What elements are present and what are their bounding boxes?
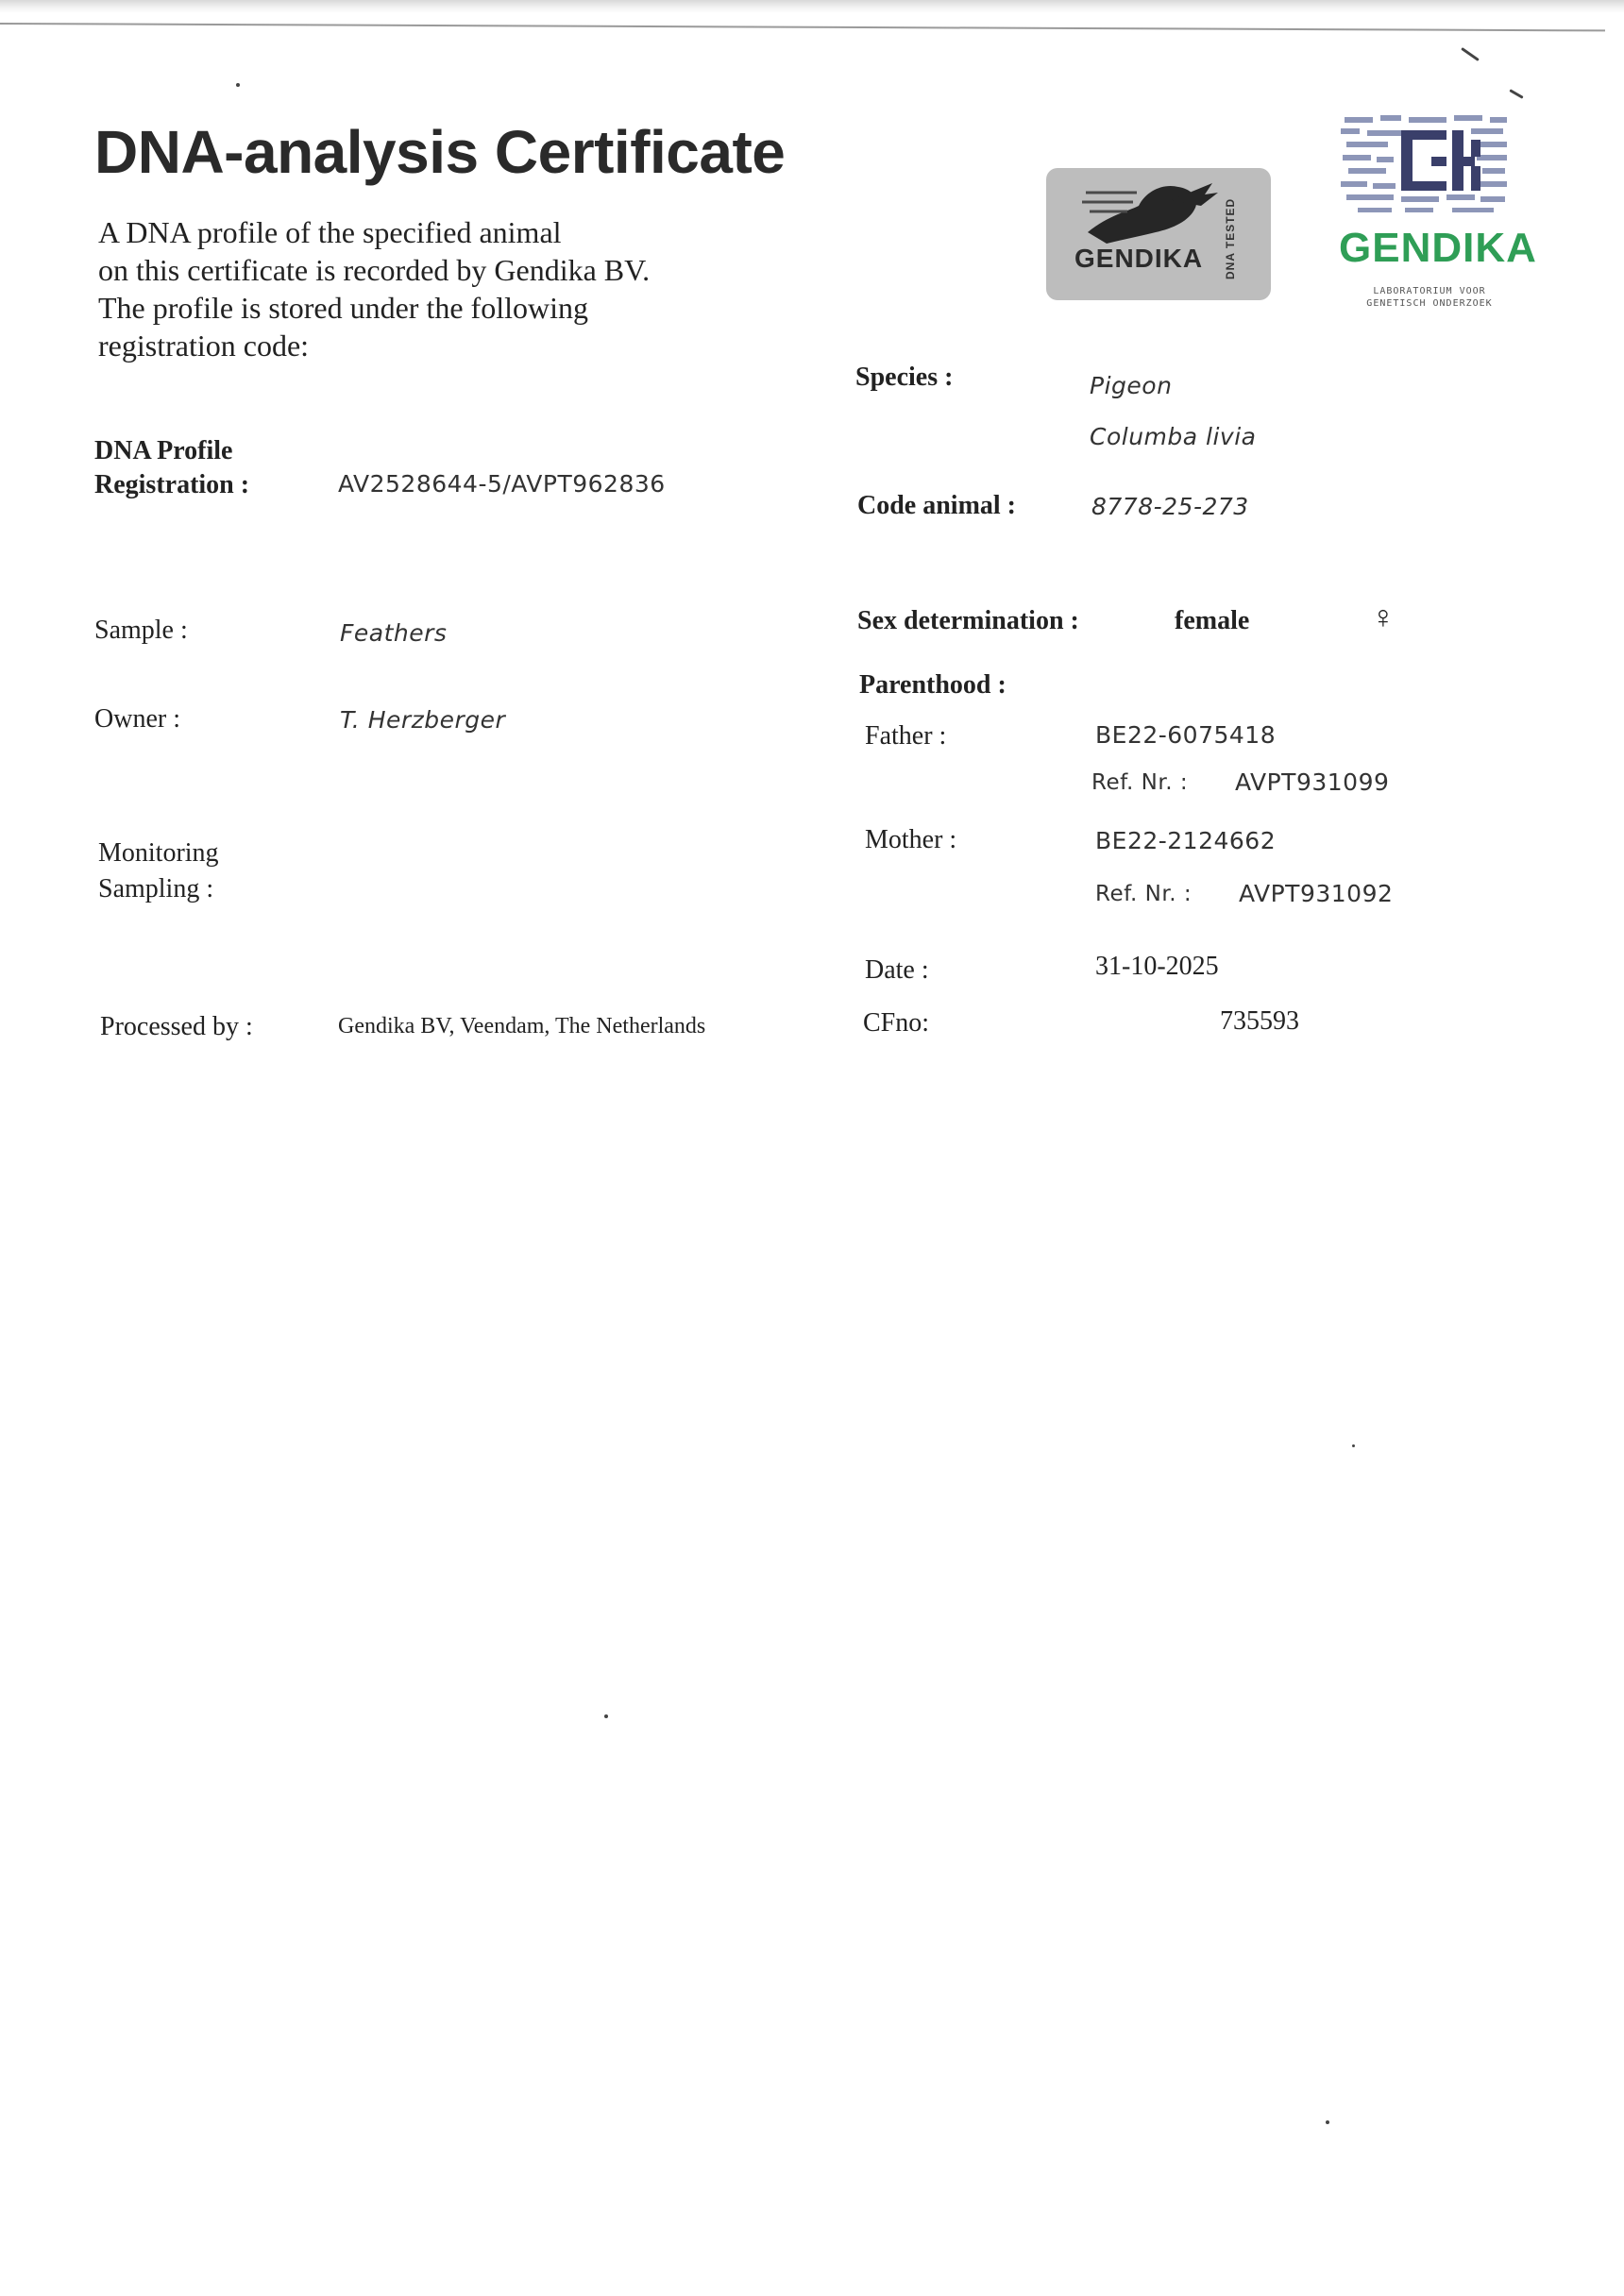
father-ref-value: AVPT931099 xyxy=(1235,768,1390,796)
intro-line: A DNA profile of the specified animal xyxy=(98,215,562,249)
certificate-title: DNA-analysis Certificate xyxy=(94,118,786,186)
scan-speck xyxy=(1461,47,1480,61)
scan-edge-line xyxy=(0,23,1605,31)
mother-ref-label: Ref. Nr. : xyxy=(1095,882,1193,906)
sampling-label: Sampling : xyxy=(98,874,214,903)
scan-speck xyxy=(1509,89,1523,99)
female-symbol-icon: ♀ xyxy=(1371,600,1396,635)
processed-by-label: Processed by : xyxy=(100,1012,253,1041)
scan-speck xyxy=(236,83,240,87)
sex-value: female xyxy=(1175,606,1250,635)
seal-side-text: DNA TESTED xyxy=(1224,197,1237,280)
father-value: BE22-6075418 xyxy=(1095,721,1277,749)
dna-profile-label: DNA Profile xyxy=(94,436,233,465)
date-label: Date : xyxy=(865,955,929,985)
species-common-name: Pigeon xyxy=(1090,372,1173,399)
cfno-value: 735593 xyxy=(1220,1006,1299,1036)
sample-label: Sample : xyxy=(94,616,188,645)
scan-speck xyxy=(1326,2120,1329,2124)
sex-determination-label: Sex determination : xyxy=(857,606,1079,635)
species-latin-name: Columba livia xyxy=(1090,423,1257,450)
gendika-logo-subtitle: LABORATORIUM VOOR GENETISCH ONDERZOEK xyxy=(1366,286,1493,309)
intro-line: The profile is stored under the following xyxy=(98,291,588,325)
processed-by-value: Gendika BV, Veendam, The Netherlands xyxy=(338,1014,706,1038)
registration-label: Registration : xyxy=(94,470,250,499)
mother-value: BE22-2124662 xyxy=(1095,827,1277,854)
parenthood-label: Parenthood : xyxy=(859,670,1007,700)
dna-profile-registration-value: AV2528644-5/AVPT962836 xyxy=(338,470,666,498)
cfno-label: CFno: xyxy=(863,1008,930,1038)
mother-ref-value: AVPT931092 xyxy=(1239,880,1394,907)
sample-value: Feathers xyxy=(340,619,448,647)
dna-tested-seal xyxy=(1046,168,1271,300)
intro-paragraph xyxy=(98,213,702,364)
seal-brand-text: GENDIKA xyxy=(1074,244,1204,273)
owner-label: Owner : xyxy=(94,704,180,734)
code-animal-label: Code animal : xyxy=(857,491,1016,520)
gendika-logo-name: GENDIKA xyxy=(1339,225,1537,271)
father-ref-label: Ref. Nr. : xyxy=(1091,770,1189,795)
monitoring-label: Monitoring xyxy=(98,838,219,868)
species-label: Species : xyxy=(855,363,954,392)
mother-label: Mother : xyxy=(865,825,957,854)
pigeon-silhouette-icon xyxy=(1080,177,1222,251)
father-label: Father : xyxy=(865,721,947,751)
intro-line: on this certificate is recorded by Gendika BV. xyxy=(98,253,651,287)
scan-edge-shadow xyxy=(0,0,1624,13)
scan-speck xyxy=(604,1714,608,1718)
intro-line: registration code: xyxy=(98,329,310,363)
date-value: 31-10-2025 xyxy=(1095,952,1219,981)
owner-value: T. Herzberger xyxy=(340,706,506,734)
code-animal-value: 8778-25-273 xyxy=(1091,493,1249,520)
gendika-logo-icon xyxy=(1339,111,1513,217)
scan-speck xyxy=(1352,1444,1355,1447)
